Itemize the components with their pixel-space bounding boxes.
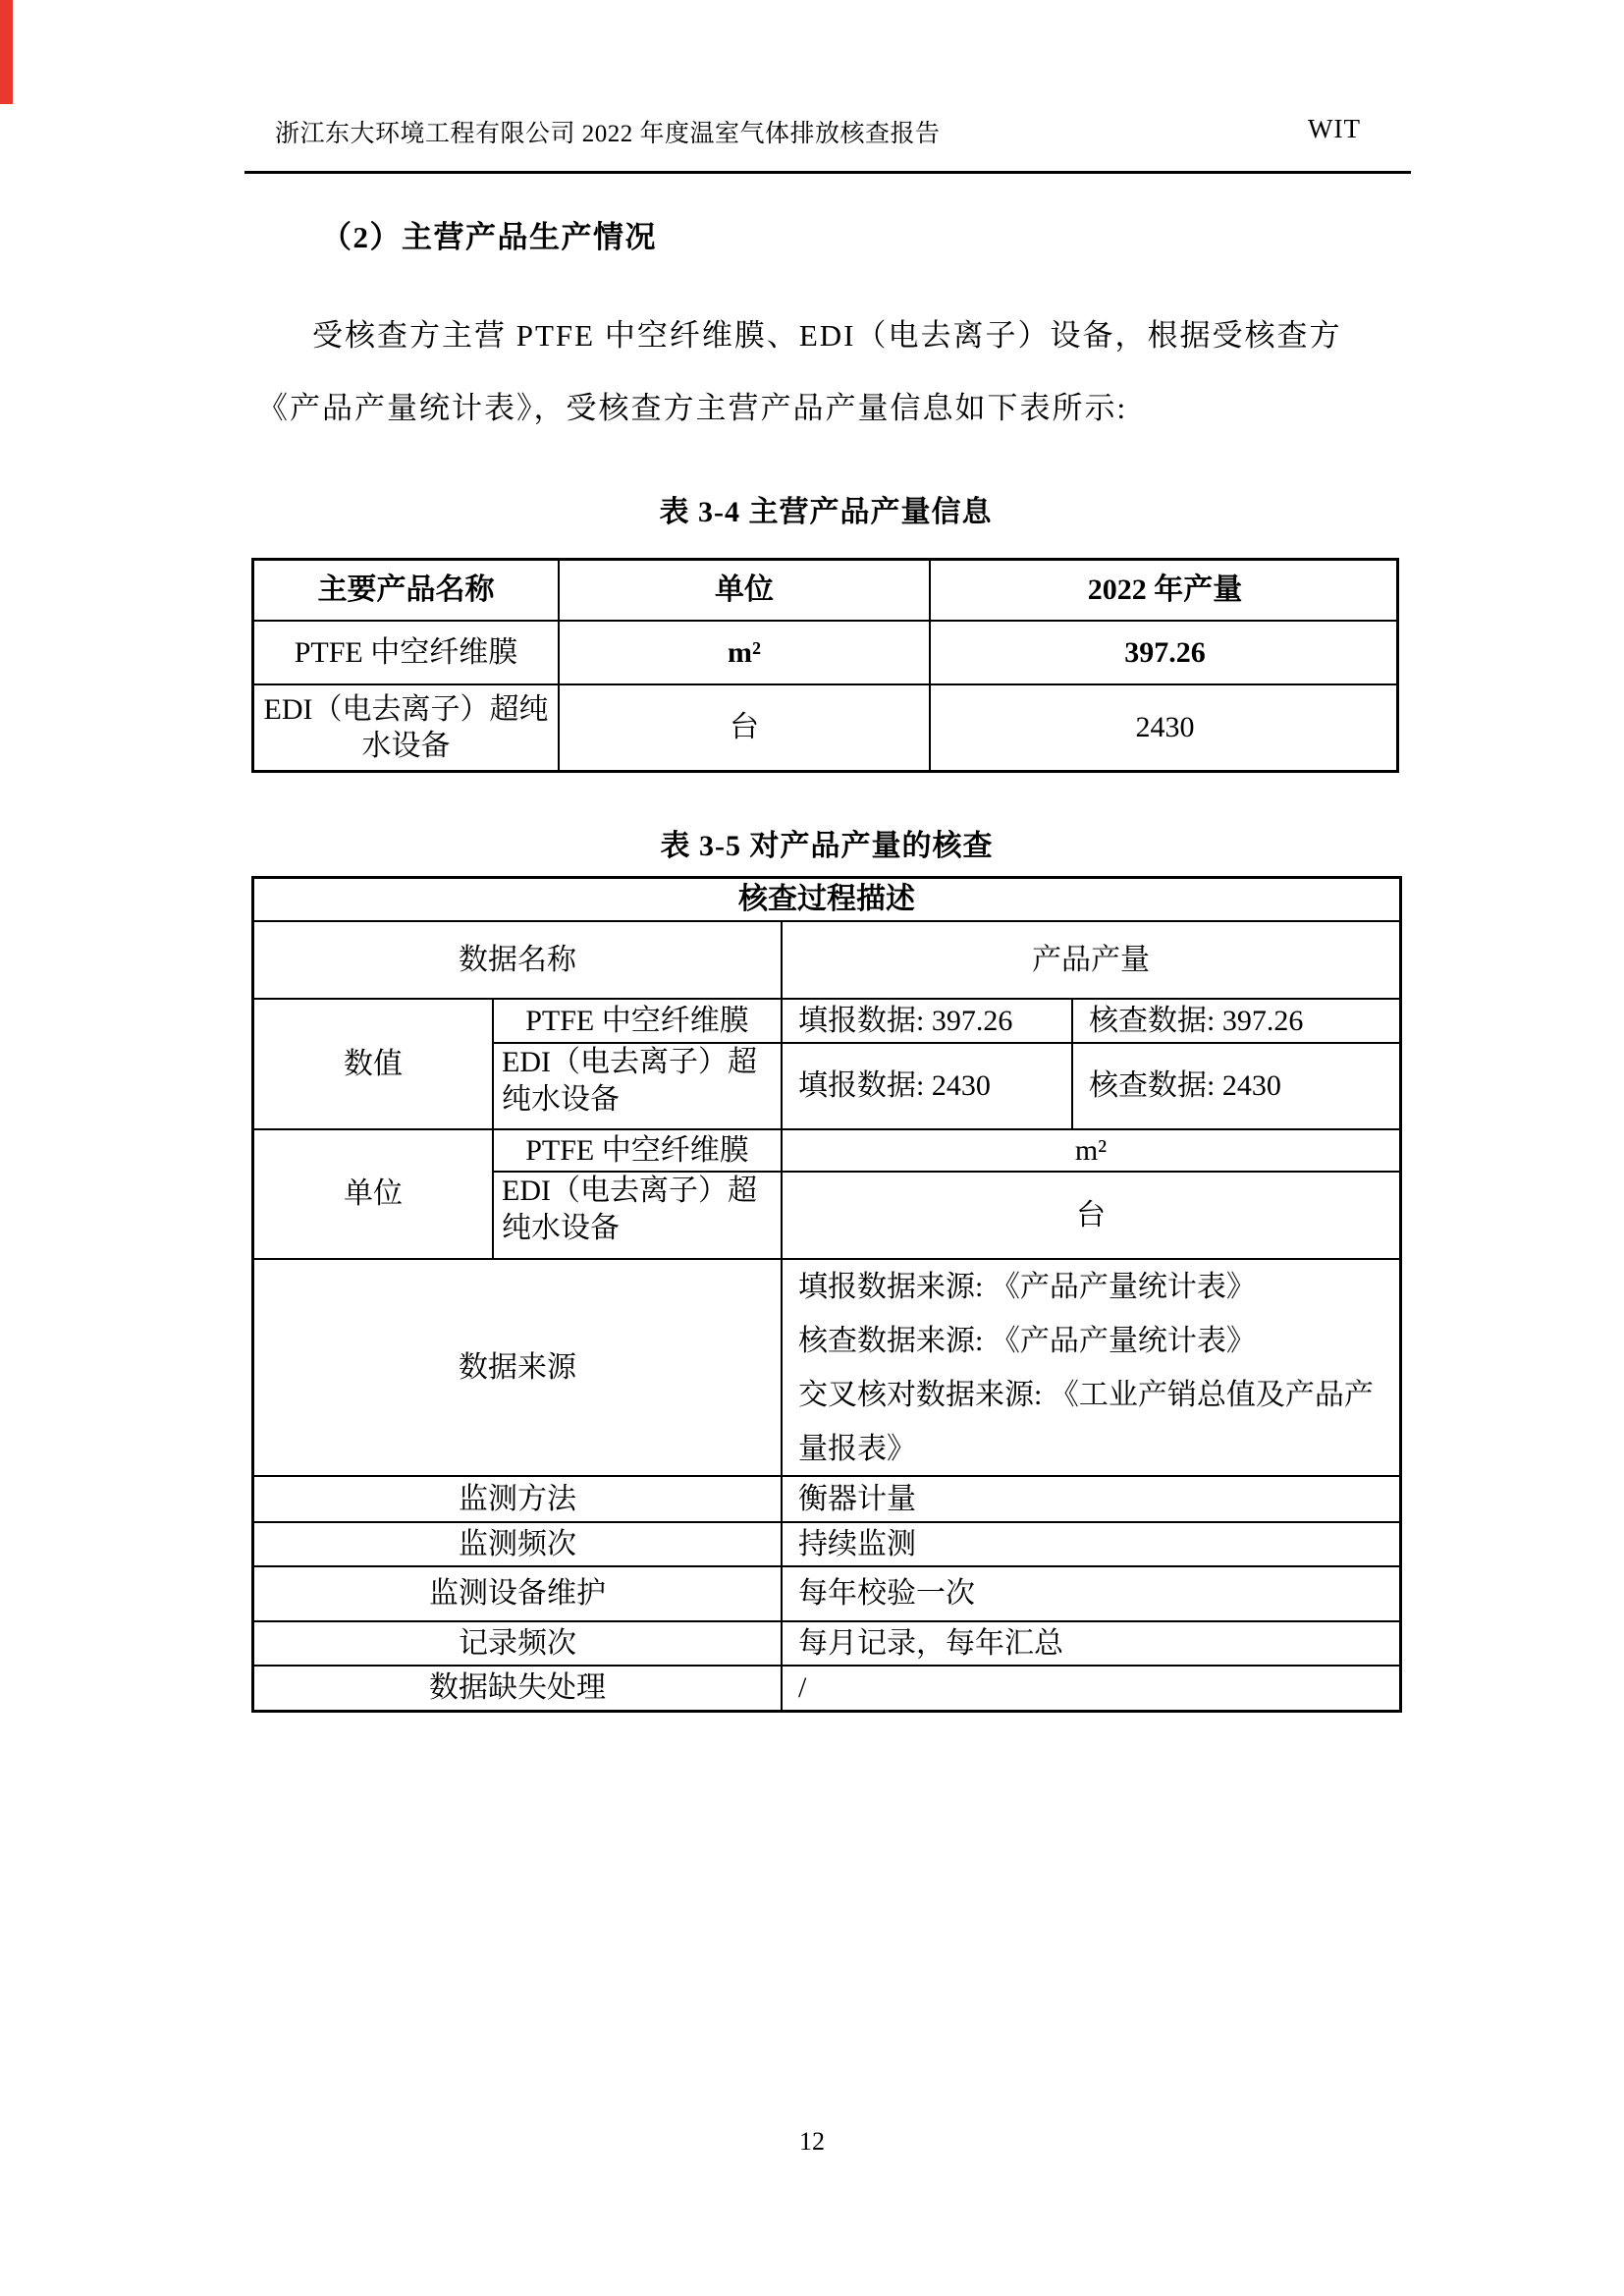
- paragraph-line: 《产品产量统计表》，受核查方主营产品产量信息如下表所示:: [257, 391, 1128, 425]
- table35-value-edi-label-line: 纯水设备: [502, 1082, 620, 1116]
- table35-source-line: 交叉核对数据来源: 《工业产销总值及产品产: [798, 1379, 1374, 1411]
- table35-value-group-label: 数值: [254, 1000, 494, 1130]
- table35-source-line: 核查数据来源: 《产品产量统计表》: [798, 1325, 1256, 1357]
- table35-data-name-label: 数据名称: [254, 922, 783, 1000]
- table34-header-output: 2022 年产量: [931, 561, 1399, 622]
- table35-title: 表 3-5 对产品产量的核查: [660, 830, 994, 862]
- table35-unit-ptfe-label: PTFE 中空纤维膜: [494, 1130, 783, 1173]
- table34-edi-unit: 台: [560, 685, 931, 770]
- table35-ptfe-unit: m²: [783, 1130, 1399, 1173]
- table35-source-label: 数据来源: [254, 1260, 783, 1477]
- table35-monitor-label: 记录频次: [254, 1622, 783, 1667]
- table35-edi-unit: 台: [783, 1173, 1399, 1260]
- table35-unit-edi-label-line: EDI（电去离子）超: [502, 1175, 757, 1207]
- section-heading: （2）主营产品生产情况: [321, 220, 657, 254]
- table34-title: 表 3-4 主营产品产量信息: [659, 496, 993, 528]
- table34-header-unit: 单位: [560, 561, 931, 622]
- table35-ptfe-reported: 填报数据: 397.26: [783, 1000, 1073, 1044]
- table34-ptfe-name: PTFE 中空纤维膜: [254, 622, 560, 685]
- table35-source-value: [783, 1260, 1399, 1477]
- table35-monitor-value: 每月记录，每年汇总: [783, 1622, 1399, 1667]
- table35-value-edi-label: [494, 1044, 783, 1130]
- table35-monitor-label: 数据缺失处理: [254, 1667, 783, 1710]
- table34-ptfe-output: 397.26: [931, 622, 1399, 685]
- table35-edi-reported: 填报数据: 2430: [783, 1044, 1073, 1130]
- page-header-title: 浙江东大环境工程有限公司 2022 年度温室气体排放核查报告: [275, 121, 941, 147]
- table34-header-name: 主要产品名称: [254, 561, 560, 622]
- page-number: 12: [799, 2127, 825, 2156]
- table35-monitor-label: 监测方法: [254, 1477, 783, 1523]
- table35-value-ptfe-label: PTFE 中空纤维膜: [494, 1000, 783, 1044]
- page-header-logo: WIT: [1308, 114, 1361, 143]
- table35-monitor-value: 衡器计量: [783, 1477, 1399, 1523]
- table35-monitor-value: /: [798, 1671, 807, 1705]
- table34-edi-name-line: 水设备: [361, 730, 451, 762]
- table34-edi-name: [254, 685, 560, 770]
- table35-source-line: 填报数据来源: 《产品产量统计表》: [798, 1271, 1256, 1303]
- table35-monitor-label: 监测频次: [254, 1523, 783, 1567]
- table35-value-edi-label-line: EDI（电去离子）超: [502, 1046, 757, 1078]
- red-edge-mark: [0, 0, 13, 104]
- table34-edi-output: 2430: [1135, 711, 1195, 744]
- table35-output-verification: [251, 876, 1402, 1713]
- table35-unit-group-label: 单位: [254, 1130, 494, 1260]
- table34-ptfe-unit: m²: [560, 622, 931, 685]
- table35-edi-verified: 核查数据: 2430: [1073, 1044, 1399, 1130]
- table35-source-line: 量报表》: [798, 1433, 916, 1465]
- table35-monitor-label: 监测设备维护: [254, 1567, 783, 1622]
- paragraph-line: 受核查方主营 PTFE 中空纤维膜、EDI（电去离子）设备，根据受核查方: [312, 318, 1342, 353]
- table35-process-header: 核查过程描述: [254, 879, 1399, 922]
- table35-unit-edi-label-line: 纯水设备: [502, 1211, 620, 1244]
- header-divider: [244, 171, 1411, 174]
- table34-edi-name-line: EDI（电去离子）超纯: [263, 692, 549, 726]
- table35-unit-edi-label: [494, 1173, 783, 1260]
- table35-monitor-value: 持续监测: [783, 1523, 1399, 1567]
- table35-ptfe-verified: 核查数据: 397.26: [1073, 1000, 1399, 1044]
- table35-data-name-value: 产品产量: [783, 922, 1399, 1000]
- table35-monitor-value: 每年校验一次: [783, 1567, 1399, 1622]
- table34-product-output: [251, 558, 1399, 773]
